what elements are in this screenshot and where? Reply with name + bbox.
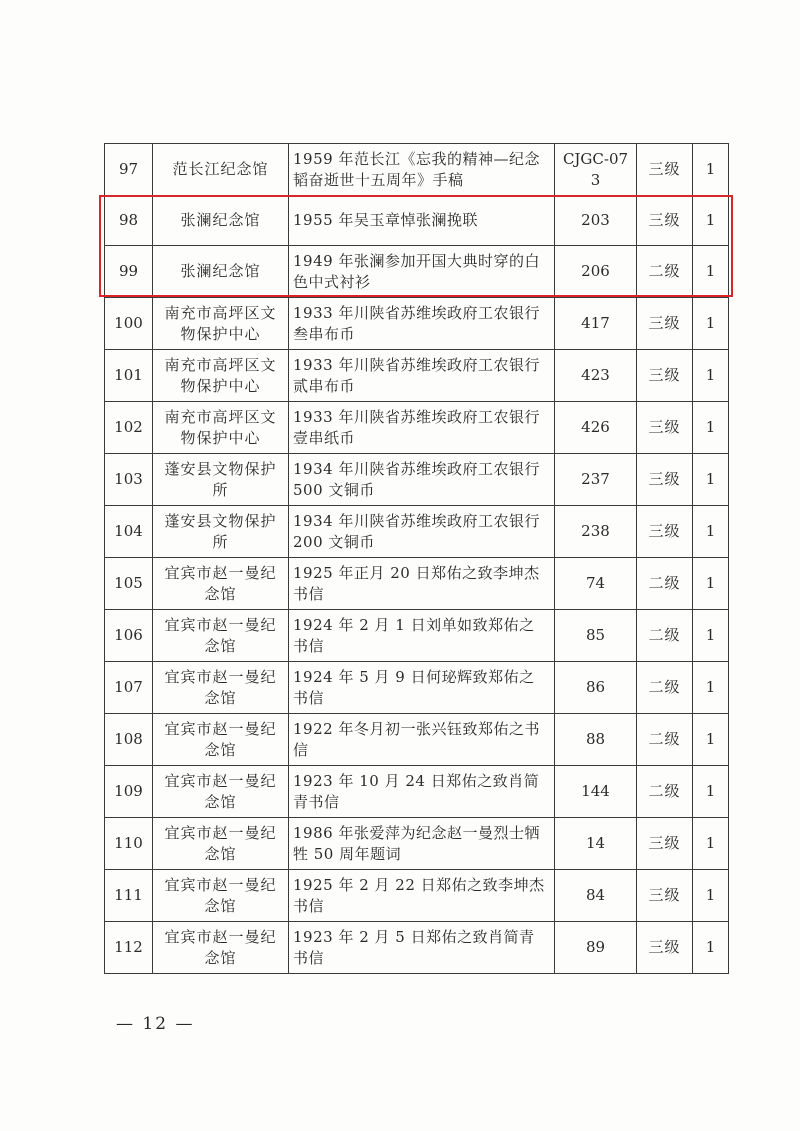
row-number: 111: [105, 870, 153, 922]
relic-grade: 二级: [637, 610, 693, 662]
relic-code: 89: [555, 922, 637, 974]
relic-grade: 三级: [637, 402, 693, 454]
relic-name: 1925 年正月 20 日郑佑之致李坤杰书信: [289, 558, 555, 610]
table-row: [105, 402, 729, 454]
row-number: 105: [105, 558, 153, 610]
table-row: [105, 350, 729, 402]
relic-name: 1955 年吴玉章悼张澜挽联: [289, 196, 555, 246]
table-row: [105, 298, 729, 350]
row-number: 103: [105, 454, 153, 506]
page-number: — 12 —: [116, 1014, 195, 1034]
collection-unit: 南充市高坪区文物保护中心: [153, 350, 289, 402]
collection-unit: 宜宾市赵一曼纪念馆: [153, 610, 289, 662]
table-row: [105, 454, 729, 506]
table-row: [105, 610, 729, 662]
relic-quantity: 1: [693, 402, 729, 454]
relic-code: 238: [555, 506, 637, 558]
relic-code: 237: [555, 454, 637, 506]
collection-unit: 张澜纪念馆: [153, 246, 289, 298]
table-row: [105, 246, 729, 298]
relic-name: 1959 年范长江《忘我的精神—纪念韬奋逝世十五周年》手稿: [289, 144, 555, 196]
relics-table-body: [105, 144, 729, 974]
row-number: 110: [105, 818, 153, 870]
relic-name: 1933 年川陕省苏维埃政府工农银行贰串布币: [289, 350, 555, 402]
relic-quantity: 1: [693, 196, 729, 246]
collection-unit: 张澜纪念馆: [153, 196, 289, 246]
relic-code: 426: [555, 402, 637, 454]
collection-unit: 宜宾市赵一曼纪念馆: [153, 922, 289, 974]
table-row: [105, 922, 729, 974]
relic-quantity: 1: [693, 558, 729, 610]
relic-name: 1923 年 10 月 24 日郑佑之致肖简青书信: [289, 766, 555, 818]
row-number: 108: [105, 714, 153, 766]
relic-quantity: 1: [693, 350, 729, 402]
relic-code: CJGC-073: [555, 144, 637, 196]
relic-quantity: 1: [693, 922, 729, 974]
table-row: [105, 196, 729, 246]
relic-name: 1934 年川陕省苏维埃政府工农银行 200 文铜币: [289, 506, 555, 558]
relic-grade: 二级: [637, 714, 693, 766]
relic-quantity: 1: [693, 610, 729, 662]
relic-grade: 三级: [637, 196, 693, 246]
collection-unit: 宜宾市赵一曼纪念馆: [153, 766, 289, 818]
relic-name: 1924 年 2 月 1 日刘单如致郑佑之书信: [289, 610, 555, 662]
relic-grade: 二级: [637, 558, 693, 610]
row-number: 101: [105, 350, 153, 402]
collection-unit: 范长江纪念馆: [153, 144, 289, 196]
row-number: 98: [105, 196, 153, 246]
relic-quantity: 1: [693, 662, 729, 714]
collection-unit: 宜宾市赵一曼纪念馆: [153, 870, 289, 922]
relic-grade: 三级: [637, 350, 693, 402]
relic-name: 1924 年 5 月 9 日何珌辉致郑佑之书信: [289, 662, 555, 714]
relic-name: 1922 年冬月初一张兴钰致郑佑之书信: [289, 714, 555, 766]
collection-unit: 蓬安县文物保护所: [153, 454, 289, 506]
table-row: [105, 558, 729, 610]
relic-name: 1933 年川陕省苏维埃政府工农银行叁串布币: [289, 298, 555, 350]
relic-code: 74: [555, 558, 637, 610]
relic-code: 206: [555, 246, 637, 298]
relic-grade: 三级: [637, 298, 693, 350]
relic-quantity: 1: [693, 454, 729, 506]
relic-grade: 三级: [637, 144, 693, 196]
relic-name: 1949 年张澜参加开国大典时穿的白色中式衬衫: [289, 246, 555, 298]
relic-name: 1934 年川陕省苏维埃政府工农银行 500 文铜币: [289, 454, 555, 506]
collection-unit: 南充市高坪区文物保护中心: [153, 298, 289, 350]
relic-quantity: 1: [693, 818, 729, 870]
relic-name: 1925 年 2 月 22 日郑佑之致李坤杰书信: [289, 870, 555, 922]
relic-grade: 二级: [637, 662, 693, 714]
relic-grade: 三级: [637, 922, 693, 974]
relic-code: 86: [555, 662, 637, 714]
relic-code: 417: [555, 298, 637, 350]
relic-quantity: 1: [693, 298, 729, 350]
relic-quantity: 1: [693, 246, 729, 298]
row-number: 100: [105, 298, 153, 350]
row-number: 106: [105, 610, 153, 662]
row-number: 107: [105, 662, 153, 714]
row-number: 97: [105, 144, 153, 196]
relic-grade: 二级: [637, 766, 693, 818]
relic-code: 203: [555, 196, 637, 246]
relic-code: 88: [555, 714, 637, 766]
row-number: 112: [105, 922, 153, 974]
row-number: 109: [105, 766, 153, 818]
table-row: [105, 870, 729, 922]
table-row: [105, 506, 729, 558]
relic-code: 144: [555, 766, 637, 818]
table-row: [105, 144, 729, 196]
table-row: [105, 662, 729, 714]
table-row: [105, 714, 729, 766]
table-row: [105, 766, 729, 818]
relic-grade: 三级: [637, 454, 693, 506]
relic-grade: 三级: [637, 506, 693, 558]
relic-grade: 三级: [637, 818, 693, 870]
relic-code: 84: [555, 870, 637, 922]
relic-code: 85: [555, 610, 637, 662]
row-number: 104: [105, 506, 153, 558]
relic-code: 14: [555, 818, 637, 870]
relic-quantity: 1: [693, 506, 729, 558]
collection-unit: 宜宾市赵一曼纪念馆: [153, 558, 289, 610]
relic-quantity: 1: [693, 870, 729, 922]
collection-unit: 宜宾市赵一曼纪念馆: [153, 818, 289, 870]
relic-grade: 二级: [637, 246, 693, 298]
row-number: 99: [105, 246, 153, 298]
relic-quantity: 1: [693, 144, 729, 196]
collection-unit: 宜宾市赵一曼纪念馆: [153, 662, 289, 714]
row-number: 102: [105, 402, 153, 454]
collection-unit: 南充市高坪区文物保护中心: [153, 402, 289, 454]
relic-grade: 三级: [637, 870, 693, 922]
collection-unit: 蓬安县文物保护所: [153, 506, 289, 558]
relic-quantity: 1: [693, 714, 729, 766]
relic-name: 1923 年 2 月 5 日郑佑之致肖简青书信: [289, 922, 555, 974]
relic-code: 423: [555, 350, 637, 402]
relic-name: 1986 年张爱萍为纪念赵一曼烈士牺牲 50 周年题词: [289, 818, 555, 870]
collection-unit: 宜宾市赵一曼纪念馆: [153, 714, 289, 766]
table-row: [105, 818, 729, 870]
relics-table: [104, 143, 729, 974]
relic-name: 1933 年川陕省苏维埃政府工农银行壹串纸币: [289, 402, 555, 454]
relic-quantity: 1: [693, 766, 729, 818]
